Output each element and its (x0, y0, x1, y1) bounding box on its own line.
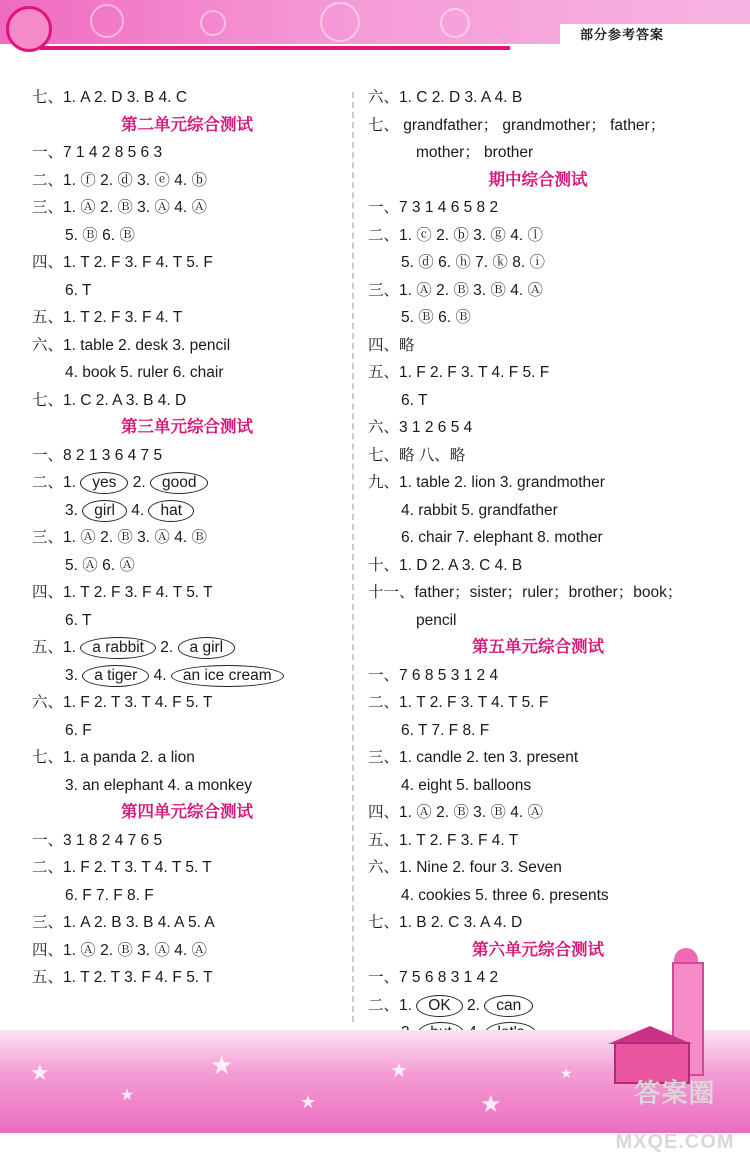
answer-line: 七、1. a panda 2. a lion (32, 749, 195, 766)
oval-answer-line (32, 497, 342, 525)
answer-line: 6. T (401, 391, 428, 409)
circled-word-answer: OK (416, 995, 462, 1017)
bubble-decoration (320, 2, 360, 42)
star-icon: ★ (560, 1065, 573, 1081)
answer-line: 二、1. F 2. T 3. T 4. T 5. T (32, 859, 212, 876)
answer-line: 一、3 1 8 2 4 7 6 5 (32, 831, 163, 849)
item-number: 1. (399, 996, 412, 1014)
question-number: 二、 (368, 996, 400, 1014)
item-number: 3. (473, 281, 487, 299)
answer-line: 七、1. A 2. D 3. B 4. C (32, 89, 188, 106)
circled-answer-line (368, 222, 708, 250)
oval-answer-line (32, 634, 342, 662)
circled-letter-answer: Ⓐ (527, 281, 544, 299)
answer-line: 六、1. F 2. T 3. T 4. F 5. T (32, 694, 213, 711)
circled-letter-answer: Ⓑ (490, 281, 506, 299)
item-number: 1. (63, 529, 76, 546)
item-number: 4. (174, 171, 188, 189)
answer-line: 一、7 3 1 4 6 5 8 2 (368, 199, 499, 216)
question-number: 二、 (32, 171, 64, 189)
question-number: 四、 (368, 804, 400, 821)
item-number: 4. (174, 941, 188, 959)
item-number: 1. (63, 474, 76, 491)
circled-letter-answer: Ⓑ (453, 804, 469, 821)
question-number: 四、 (32, 941, 64, 959)
circled-answer-line (32, 222, 342, 250)
circled-answer-line (368, 277, 708, 305)
question-number: 二、 (368, 226, 400, 244)
answer-line: mother； brother (416, 144, 534, 161)
circled-letter-answer: ⓓ (418, 254, 434, 271)
answer-line: 七、1. B 2. C 3. A 4. D (368, 914, 523, 931)
circled-answer-line (368, 799, 708, 827)
item-number: 2. (466, 996, 480, 1014)
item-number: 6. (102, 556, 116, 574)
circled-letter-answer: Ⓐ (119, 556, 135, 574)
item-number: 4. (131, 501, 145, 519)
item-number: 4. (510, 804, 524, 821)
circled-letter-answer: Ⓑ (490, 804, 506, 821)
item-number: 1. (399, 804, 412, 821)
item-number: 4. (174, 199, 188, 216)
bubble-decoration (90, 4, 124, 38)
circled-letter-answer: Ⓑ (455, 309, 471, 326)
section-heading: 第五单元综合测试 (472, 638, 604, 656)
item-number: 6. (438, 254, 452, 271)
right-answer-column (368, 84, 708, 1047)
bubble-decoration (200, 10, 226, 36)
item-number: 3. (473, 226, 487, 244)
item-number: 1. (399, 226, 412, 244)
answer-line: 4. book 5. ruler 6. chair (65, 364, 224, 381)
oval-answer-line (32, 662, 342, 690)
answer-line: 四、1. T 2. F 3. F 4. T 5. T (32, 584, 213, 601)
answer-line: 七、略 八、略 (368, 446, 466, 464)
item-number: 1. (63, 941, 76, 959)
item-number: 5. (401, 254, 414, 271)
answer-line: 6. chair 7. elephant 8. mother (401, 529, 603, 546)
answer-line: 三、1. A 2. B 3. B 4. A 5. A (32, 914, 215, 931)
circled-answer-line (368, 249, 708, 277)
circled-letter-answer: Ⓑ (82, 226, 98, 244)
left-answer-column (32, 84, 342, 992)
circled-word-answer: a girl (178, 637, 236, 659)
circled-letter-answer: Ⓑ (418, 309, 434, 326)
star-icon: ★ (390, 1060, 408, 1082)
circled-answer-line (32, 167, 342, 195)
circled-letter-answer: Ⓑ (453, 281, 469, 299)
answer-line: 十一、father；sister；ruler；brother；book； (368, 584, 683, 601)
circled-letter-answer: Ⓐ (191, 941, 208, 959)
circled-answer-line (32, 524, 342, 552)
circled-word-answer: an ice cream (171, 665, 284, 687)
answer-line: 一、7 1 4 2 8 5 6 3 (32, 144, 163, 161)
answer-line: 六、3 1 2 6 5 4 (368, 419, 473, 436)
answer-line: 4. cookies 5. three 6. presents (401, 886, 609, 904)
section-heading: 第三单元综合测试 (121, 418, 253, 436)
circled-letter-answer: ⓘ (529, 254, 545, 271)
circled-letter-answer: Ⓐ (80, 529, 96, 546)
answer-line: 六、1. table 2. desk 3. pencil (32, 336, 231, 354)
circled-letter-answer: ⓒ (416, 226, 432, 244)
answer-line: 一、7 6 8 5 3 1 2 4 (368, 666, 499, 684)
item-number: 3. (137, 529, 151, 546)
question-number: 五、 (32, 639, 64, 656)
item-number: 3. (137, 171, 151, 189)
answer-line: 一、7 5 6 8 3 1 4 2 (368, 969, 499, 986)
item-number: 3. (65, 666, 78, 684)
watermark-logo: 答案圈 MXQE.COM (615, 1078, 735, 1153)
column-divider (352, 92, 354, 1022)
item-number: 3. (137, 199, 151, 216)
circled-letter-answer: Ⓐ (80, 941, 96, 959)
section-heading: 第四单元综合测试 (121, 803, 253, 821)
star-icon: ★ (210, 1050, 234, 1080)
circled-letter-answer: Ⓑ (117, 199, 133, 216)
answer-line: 一、8 2 1 3 6 4 7 5 (32, 446, 163, 464)
circled-word-answer: yes (80, 472, 128, 494)
header-underline (40, 46, 510, 50)
item-number: 2. (100, 171, 114, 189)
item-number: 4. (153, 666, 167, 684)
circled-word-answer: a tiger (82, 665, 149, 687)
circled-letter-answer: ⓓ (117, 171, 133, 189)
item-number: 2. (132, 474, 146, 491)
item-number: 1. (63, 639, 76, 656)
item-number: 4. (510, 226, 524, 244)
item-number: 1. (399, 281, 412, 299)
answer-line: 五、1. T 2. F 3. F 4. T (368, 831, 519, 849)
circled-letter-answer: Ⓐ (416, 804, 432, 821)
circled-letter-answer: ⓖ (490, 226, 506, 244)
item-number: 6. (438, 309, 452, 326)
item-number: 2. (160, 639, 174, 656)
circled-letter-answer: ⓑ (191, 171, 208, 189)
page-title: 部分参考答案 (560, 24, 750, 46)
answer-line: 6. T (65, 611, 92, 629)
star-icon: ★ (480, 1091, 502, 1118)
answer-line: 五、1. T 2. T 3. F 4. F 5. T (32, 969, 213, 986)
circled-letter-answer: ⓚ (492, 254, 508, 271)
section-heading: 第二单元综合测试 (121, 115, 253, 134)
circled-word-answer: hat (148, 500, 194, 522)
circled-answer-line (32, 552, 342, 580)
question-number: 三、 (32, 199, 64, 216)
item-number: 2. (436, 804, 450, 821)
bubble-decoration (440, 8, 470, 38)
answer-line: 四、1. T 2. F 3. F 4. T 5. F (32, 254, 213, 271)
circled-answer-line (32, 194, 342, 222)
answer-line: 6. F 7. F 8. F (65, 886, 154, 904)
answer-line: 六、1. C 2. D 3. A 4. B (368, 89, 523, 106)
item-number: 5. (401, 309, 414, 326)
item-number: 3. (473, 804, 487, 821)
circled-word-answer: can (484, 995, 533, 1017)
answer-line: 6. T (65, 281, 92, 299)
circled-letter-answer: Ⓑ (119, 226, 135, 244)
circled-letter-answer: Ⓑ (191, 529, 208, 546)
circled-letter-answer: ⓕ (80, 171, 96, 189)
item-number: 1. (63, 199, 76, 216)
section-heading: 第六单元综合测试 (472, 940, 604, 959)
circled-letter-answer: ⓛ (527, 226, 544, 244)
item-number: 7. (475, 254, 489, 271)
question-number: 二、 (32, 474, 64, 491)
circled-letter-answer: Ⓐ (191, 199, 208, 216)
circled-letter-answer: ⓔ (154, 171, 170, 189)
answer-line: 五、1. F 2. F 3. T 4. F 5. F (368, 364, 550, 381)
item-number: 4. (510, 281, 524, 299)
oval-answer-line (32, 469, 342, 497)
circled-answer-line (368, 304, 708, 332)
item-number: 2. (100, 941, 114, 959)
item-number: 8. (512, 254, 526, 271)
circled-letter-answer: ⓑ (453, 226, 469, 244)
circled-letter-answer: Ⓑ (117, 941, 133, 959)
circled-letter-answer: Ⓐ (416, 281, 432, 299)
circled-answer-line (32, 937, 342, 965)
star-icon: ★ (30, 1060, 50, 1085)
item-number: 5. (65, 226, 78, 244)
answer-line: 4. eight 5. balloons (401, 776, 532, 794)
answer-line: pencil (416, 611, 457, 629)
circled-word-answer: good (150, 472, 208, 494)
circled-letter-answer: Ⓑ (117, 529, 133, 546)
item-number: 2. (100, 199, 114, 216)
answer-line: 十、1. D 2. A 3. C 4. B (368, 556, 523, 574)
circled-letter-answer: Ⓐ (82, 556, 98, 574)
circled-letter-answer: Ⓐ (80, 199, 96, 216)
question-number: 三、 (32, 529, 64, 546)
answer-line: 九、1. table 2. lion 3. grandmother (368, 474, 605, 491)
answer-line: 七、 grandfather； grandmother； father； (368, 116, 666, 134)
answer-line: 3. an elephant 4. a monkey (65, 776, 252, 794)
question-number: 三、 (368, 281, 400, 299)
circled-letter-answer: Ⓐ (154, 529, 170, 546)
item-number: 4. (174, 529, 188, 546)
item-number: 6. (102, 226, 116, 244)
circled-word-answer: a rabbit (80, 637, 156, 659)
answer-line: 二、1. T 2. F 3. T 4. T 5. F (368, 694, 549, 711)
star-icon: ★ (120, 1087, 135, 1104)
oval-answer-line (368, 992, 708, 1020)
circled-letter-answer: Ⓐ (154, 199, 170, 216)
item-number: 1. (63, 171, 76, 189)
item-number: 2. (436, 226, 450, 244)
answer-line: 6. F (65, 721, 92, 739)
circled-letter-answer: Ⓐ (154, 941, 170, 959)
section-heading: 期中综合测试 (488, 170, 588, 189)
circled-word-answer: girl (82, 500, 127, 522)
item-number: 2. (100, 529, 114, 546)
circled-letter-answer: ⓗ (455, 254, 471, 271)
answer-line: 6. T 7. F 8. F (401, 721, 490, 739)
item-number: 3. (65, 501, 78, 519)
answer-line: 五、1. T 2. F 3. F 4. T (32, 309, 183, 326)
answer-line: 六、1. Nine 2. four 3. Seven (368, 859, 562, 876)
answer-line: 4. rabbit 5. grandfather (401, 501, 558, 519)
answer-line: 三、1. candle 2. ten 3. present (368, 749, 579, 766)
circled-letter-answer: Ⓐ (527, 804, 544, 821)
item-number: 5. (65, 556, 78, 574)
item-number: 3. (137, 941, 151, 959)
item-number: 2. (436, 281, 450, 299)
answer-line: 四、略 (368, 336, 415, 354)
star-icon: ★ (300, 1092, 317, 1112)
answer-line: 七、1. C 2. A 3. B 4. D (32, 391, 187, 409)
